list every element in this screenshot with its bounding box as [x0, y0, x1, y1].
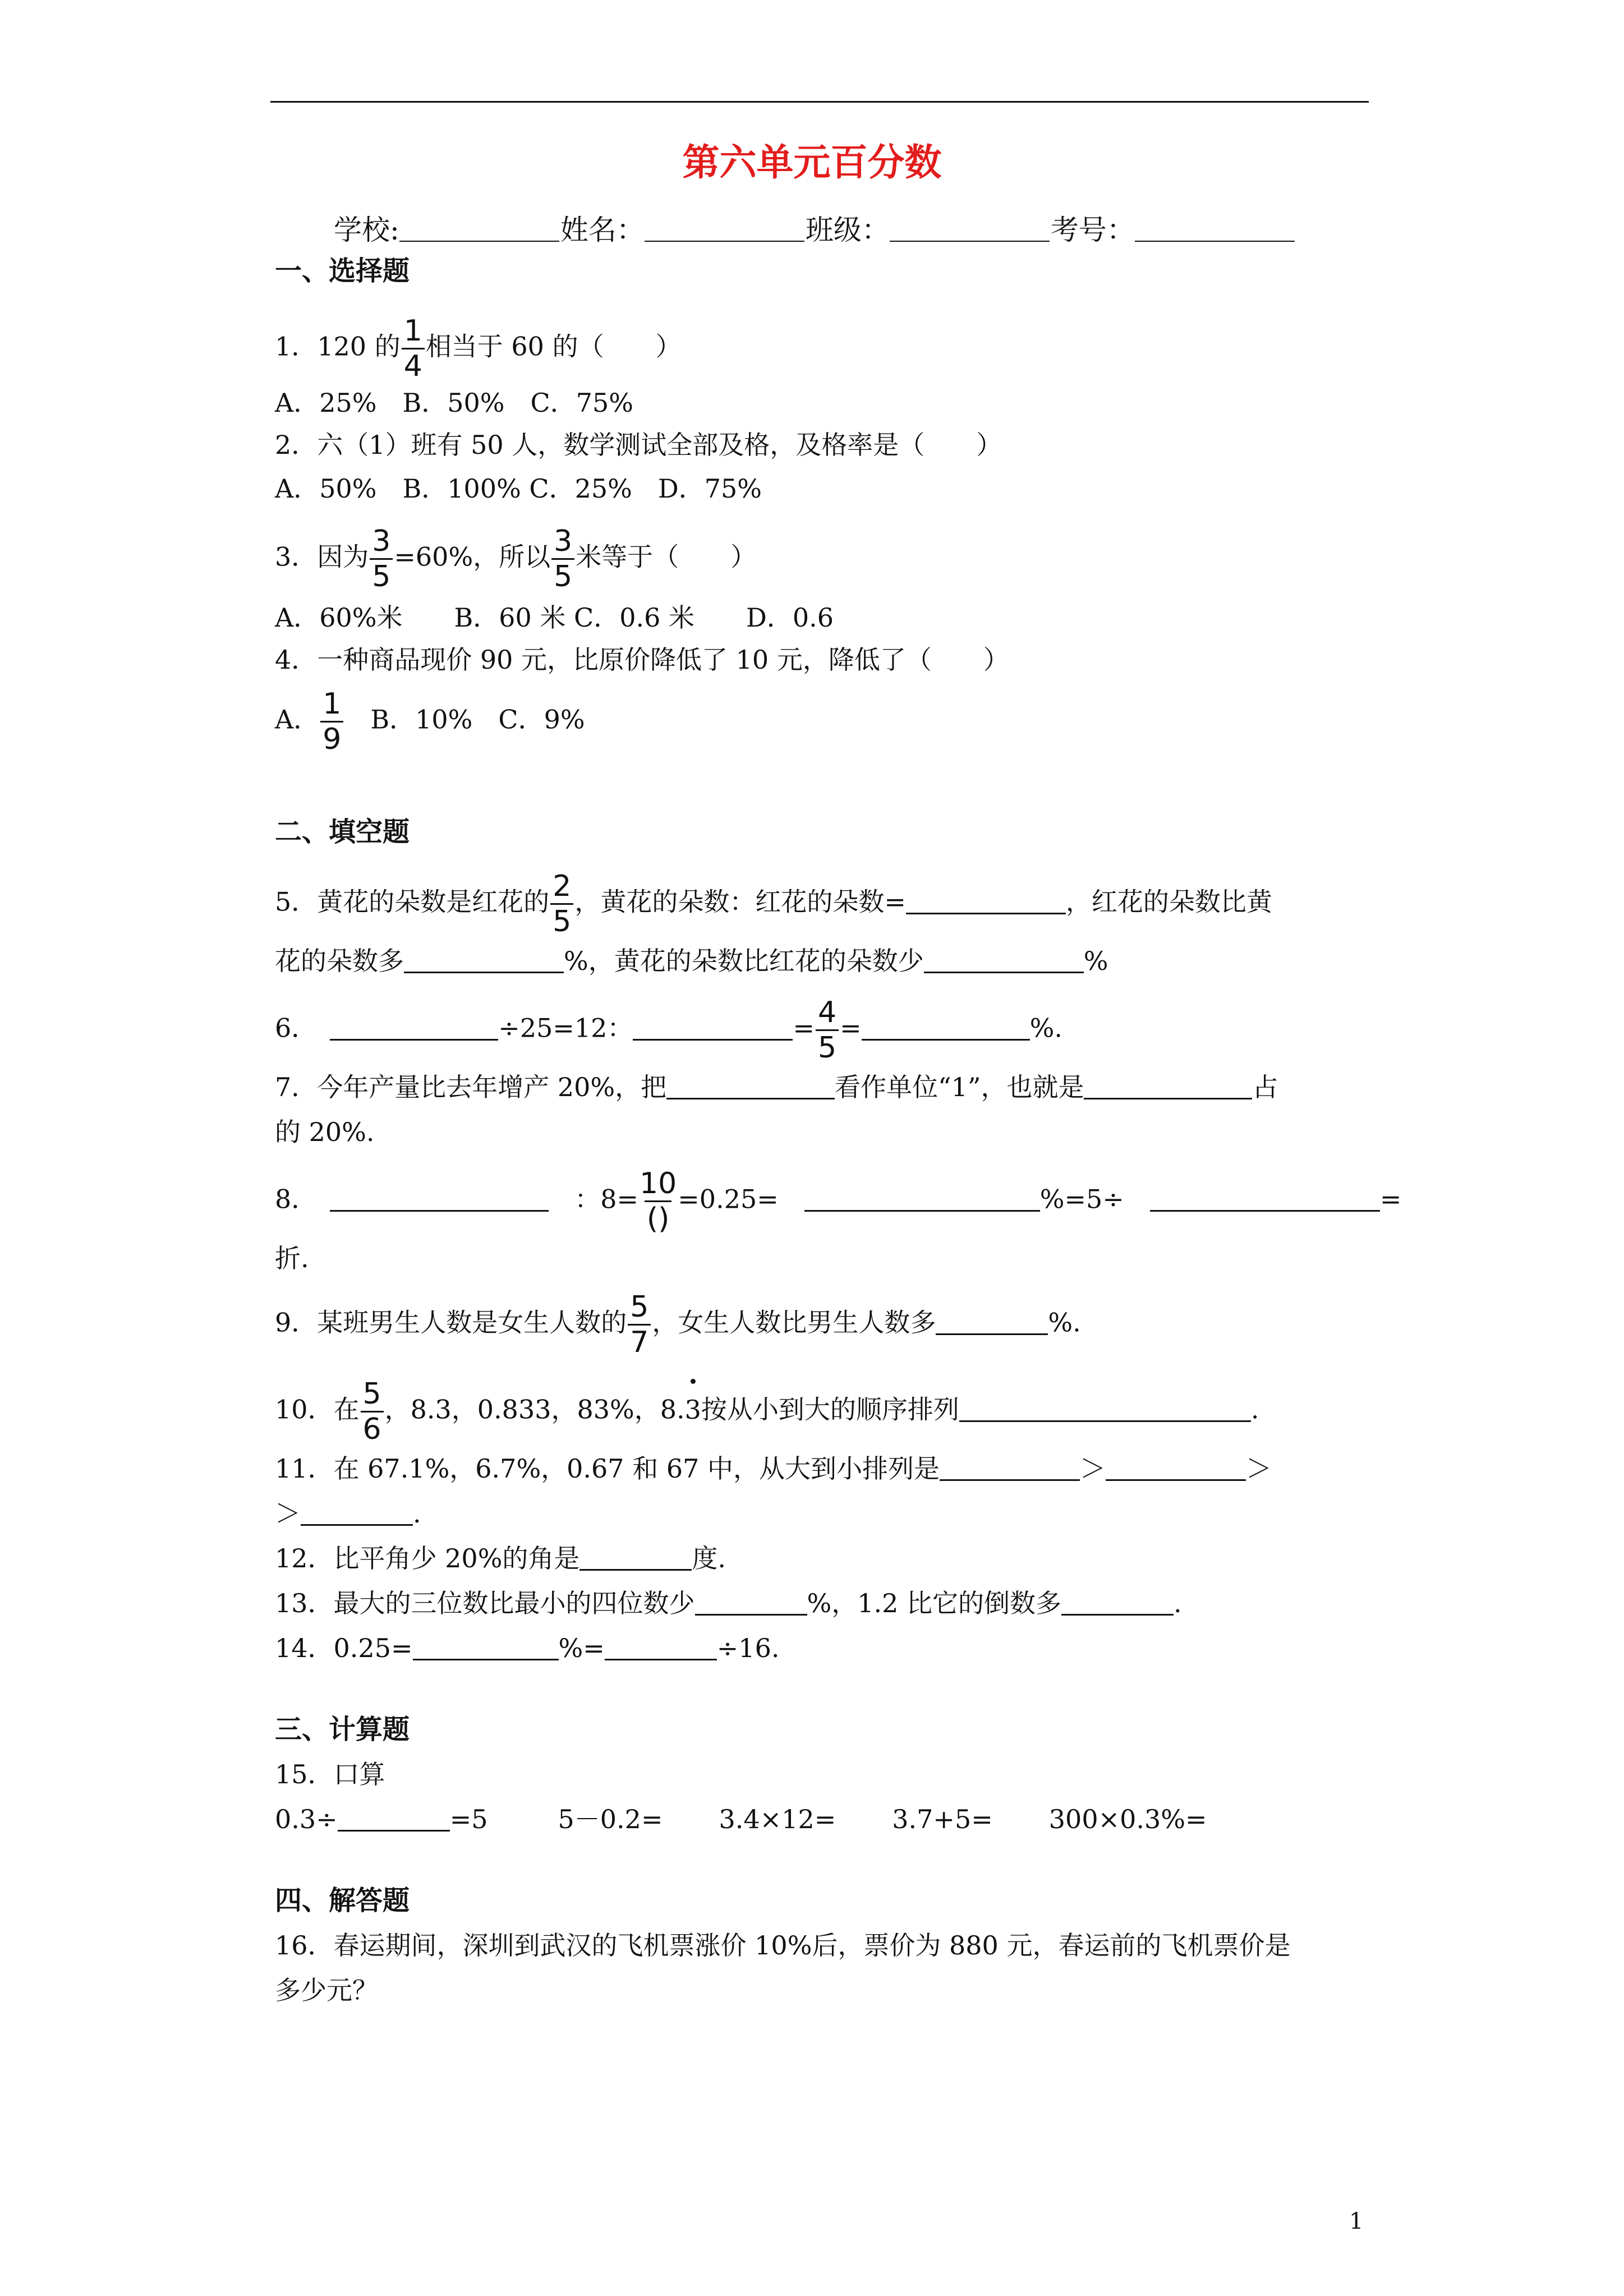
question-9: 9．某班男生人数是女生人数的 $\frac{5}{7}$ ，女生人数比男生人数多 %.	[275, 1290, 1081, 1359]
question-15-label: 15．口算	[275, 1759, 385, 1789]
q11-blank-2[interactable]	[1106, 1455, 1246, 1481]
fraction-3-5-b: $\frac{3}{5}$	[551, 524, 574, 593]
question-3: 3．因为 $\frac{3}{5}$ =60%，所以 $\frac{3}{5}$ 米等于（ ）	[275, 524, 757, 593]
name-blank[interactable]	[645, 215, 804, 242]
question-16-cont: 多少元？	[275, 1975, 378, 2005]
fraction-1-9: $\frac{1}{9}$	[320, 687, 343, 756]
class-blank[interactable]	[890, 215, 1050, 242]
exam-no-blank[interactable]	[1135, 215, 1295, 242]
q7-blank-2[interactable]	[1084, 1073, 1252, 1099]
exam-no-label: 考号：	[1050, 214, 1135, 246]
school-label: 学校:	[334, 214, 399, 246]
q9-blank[interactable]	[936, 1309, 1048, 1335]
question-1: 1．120 的 $\frac{1}{4}$ 相当于 60 的（ ）	[275, 314, 682, 383]
section-calc-heading: 三、计算题	[275, 1714, 410, 1745]
question-16: 16．春运期间，深圳到武汉的飞机票涨价 10%后，票价为 880 元，春运前的飞机票价是	[275, 1930, 1291, 1961]
question-15: 0.3÷ =5 5－0.2= 3.4×12= 3.7+5= 300×0.3%=	[275, 1804, 1207, 1834]
question-5: 5．黄花的朵数是红花的 $\frac{2}{5}$ ，黄花的朵数：红花的朵数= ，红花的朵数比黄	[275, 869, 1272, 938]
q14-blank-1[interactable]	[413, 1634, 559, 1660]
fraction-1-4: $\frac{1}{4}$	[402, 314, 425, 383]
school-blank[interactable]	[399, 215, 559, 242]
name-label: 姓名：	[560, 214, 645, 246]
question-8-cont: 折.	[275, 1243, 309, 1273]
q13-blank-2[interactable]	[1061, 1589, 1174, 1616]
student-info-row	[334, 210, 1296, 250]
q13-blank-1[interactable]	[695, 1589, 807, 1616]
question-11: 11．在 67.1%，6.7%，0.67 和 67 中，从大到小排列是 ＞ ＞	[275, 1453, 1272, 1484]
repeating-dot: 3	[685, 1391, 701, 1428]
fraction-10-blank: $\frac{10}{()}$	[640, 1167, 677, 1236]
q6-blank-2[interactable]	[633, 1014, 793, 1041]
question-6: 6． ÷25=12： = $\frac{4}{5}$ = %.	[275, 996, 1062, 1065]
q5-ratio-blank[interactable]	[906, 888, 1066, 914]
question-1-options: A．25% B．50% C．75%	[275, 388, 633, 418]
section-answer-heading: 四、解答题	[275, 1885, 410, 1916]
fraction-4-5: $\frac{4}{5}$	[816, 996, 839, 1065]
question-4: 4．一种商品现价 90 元，比原价降低了 10 元，降低了（ ）	[275, 645, 1009, 675]
question-8: 8． ：8= $\frac{10}{()}$ =0.25= %=5÷ =	[275, 1167, 1402, 1236]
page-number: 1	[1349, 2208, 1364, 2234]
question-7: 7．今年产量比去年增产 20%，把 看作单位“1”，也就是 占	[275, 1072, 1278, 1102]
fraction-3-5: $\frac{3}{5}$	[370, 524, 393, 593]
class-label: 班级：	[805, 214, 890, 246]
q6-blank-3[interactable]	[862, 1014, 1030, 1041]
section-fill-heading: 二、填空题	[275, 816, 410, 848]
question-7-cont: 的 20%.	[275, 1117, 375, 1147]
fraction-5-7: $\frac{5}{7}$	[628, 1290, 651, 1359]
question-2-options: A．50% B．100% C．25% D．75%	[275, 473, 762, 504]
question-13: 13．最大的三位数比最小的四位数少 %，1.2 比它的倒数多 .	[275, 1588, 1182, 1618]
fraction-5-6: $\frac{5}{6}$	[361, 1377, 384, 1446]
section-choice-heading: 一、选择题	[275, 255, 410, 287]
q10-blank[interactable]	[959, 1396, 1251, 1422]
question-4-options: A． $\frac{1}{9}$ B．10% C．9%	[275, 687, 585, 756]
q6-blank-1[interactable]	[330, 1014, 498, 1041]
q11-blank-1[interactable]	[940, 1455, 1080, 1481]
q5-less-blank[interactable]	[924, 947, 1084, 973]
q15-blank[interactable]	[338, 1805, 450, 1832]
q14-blank-2[interactable]	[605, 1634, 717, 1660]
question-11-cont: ＞ .	[275, 1498, 421, 1529]
q8-blank-2[interactable]	[804, 1185, 1040, 1212]
q7-blank-1[interactable]	[666, 1073, 835, 1099]
question-14: 14．0.25= %= ÷16.	[275, 1633, 780, 1663]
q12-blank[interactable]	[579, 1544, 692, 1571]
q8-blank-3[interactable]	[1150, 1185, 1380, 1212]
question-10: 10．在 $\frac{5}{6}$ ，8.3，0.833，83%，8.3按从小到大的顺序排列 .	[275, 1377, 1259, 1446]
question-5-cont: 花的朵数多 %，黄花的朵数比红花的朵数少 %	[275, 946, 1108, 976]
fraction-2-5: $\frac{2}{5}$	[550, 869, 573, 938]
page-title: 第六单元百分数	[682, 141, 942, 184]
q5-more-blank[interactable]	[404, 947, 564, 973]
question-12: 12．比平角少 20%的角是 度.	[275, 1543, 726, 1573]
q8-blank-1[interactable]	[330, 1185, 549, 1212]
question-2: 2．六（1）班有 50 人，数学测试全部及格，及格率是（ ）	[275, 430, 1002, 460]
header-rule	[270, 101, 1369, 103]
q11-blank-3[interactable]	[301, 1499, 413, 1526]
question-3-options: A．60%米 B．60 米 C．0.6 米 D．0.6	[275, 602, 834, 633]
